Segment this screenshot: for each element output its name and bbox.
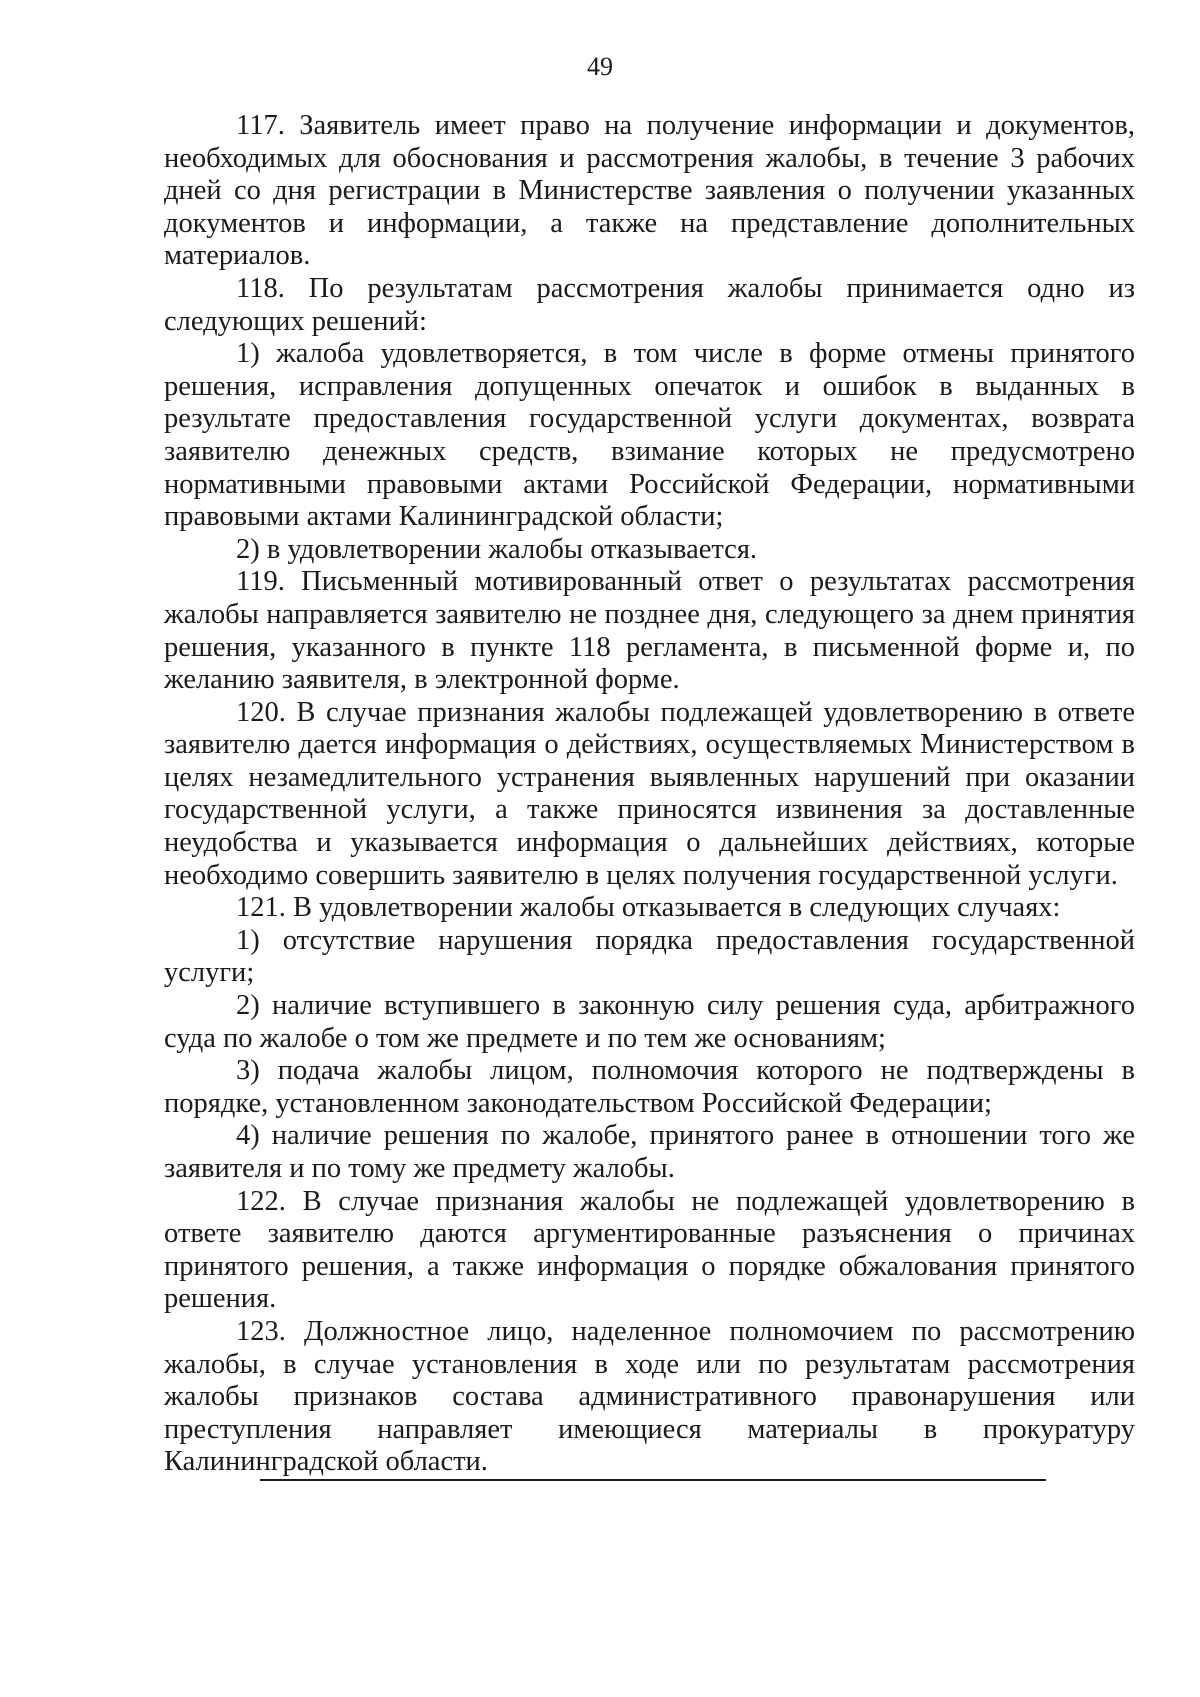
paragraph-121-item-4: 4) наличие решения по жалобе, принятого ранее в отношении того же заявителя и по тому же предмету жалобы.: [164, 1120, 1135, 1184]
paragraph-118-item-2: 2) в удовлетворении жалобы отказывается.: [236, 533, 758, 565]
paragraph-121: 121. В удовлетворении жалобы отказывается в следующих случаях:: [236, 892, 1061, 924]
paragraph-120: 120. В случае признания жалобы подлежащей удовлетворению в ответе заявителю дается информация о действиях, осуществляемых Министерством в целях незамедлительного устранения выявленных нарушений при оказании государственной услуги, а также приносятся извинения за доставленные неудобства и указывается информация о дальнейших действиях, которые необходимо совершить заявителю в целях получения государственной услуги.: [164, 696, 1135, 891]
page-number: 49: [587, 52, 613, 81]
paragraph-122: 122. В случае признания жалобы не подлежащей удовлетворению в ответе заявителю даются аргументированные разъяснения о причинах принятого решения, а также информация о порядке обжалования принятого решения.: [164, 1185, 1135, 1315]
paragraph-118: 118. По результатам рассмотрения жалобы принимается одно из следующих решений:: [164, 272, 1135, 337]
paragraph-119: 119. Письменный мотивированный ответ о результатах рассмотрения жалобы направляется заявителю не позднее дня, следующего за днем принятия решения, указанного в пункте 118 регламента, в письменной форме и, по желанию заявителя, в электронной форме.: [164, 566, 1135, 696]
paragraph-121-item-2: 2) наличие вступившего в законную силу решения суда, арбитражного суда по жалобе о том же предмете и по тем же основаниям;: [164, 990, 1135, 1054]
paragraph-118-item-1: 1) жалоба удовлетворяется, в том числе в форме отмены принятого решения, исправления допущенных опечаток и ошибок в выданных в результате предоставления государственной услуги документах, возврата заявителю денежных средств, взимание которых не предусмотрено нормативными правовыми актами Российской Федерации, нормативными правовыми актами Калининградской области;: [164, 338, 1135, 533]
paragraph-123: 123. Должностное лицо, наделенное полномочием по рассмотрению жалобы, в случае установления в ходе или по результатам рассмотрения жалобы признаков состава административного правонарушения или преступления направляет имеющиеся материалы в прокуратуру Калининградской области.: [164, 1315, 1135, 1478]
paragraph-121-item-1: 1) отсутствие нарушения порядка предоставления государственной услуги;: [164, 924, 1135, 989]
paragraph-121-item-3: 3) подача жалобы лицом, полномочия которого не подтверждены в порядке, установленном законодательством Российской Федерации;: [164, 1055, 1135, 1119]
paragraph-117: 117. Заявитель имеет право на получение информации и документов, необходимых для обоснования и рассмотрения жалобы, в течение 3 рабочих дней со дня регистрации в Министерстве заявления о получении указанных документов и информации, а также на представление дополнительных материалов.: [164, 110, 1135, 272]
document-body: [164, 110, 1135, 1479]
end-of-document-rule: [260, 1479, 1046, 1481]
